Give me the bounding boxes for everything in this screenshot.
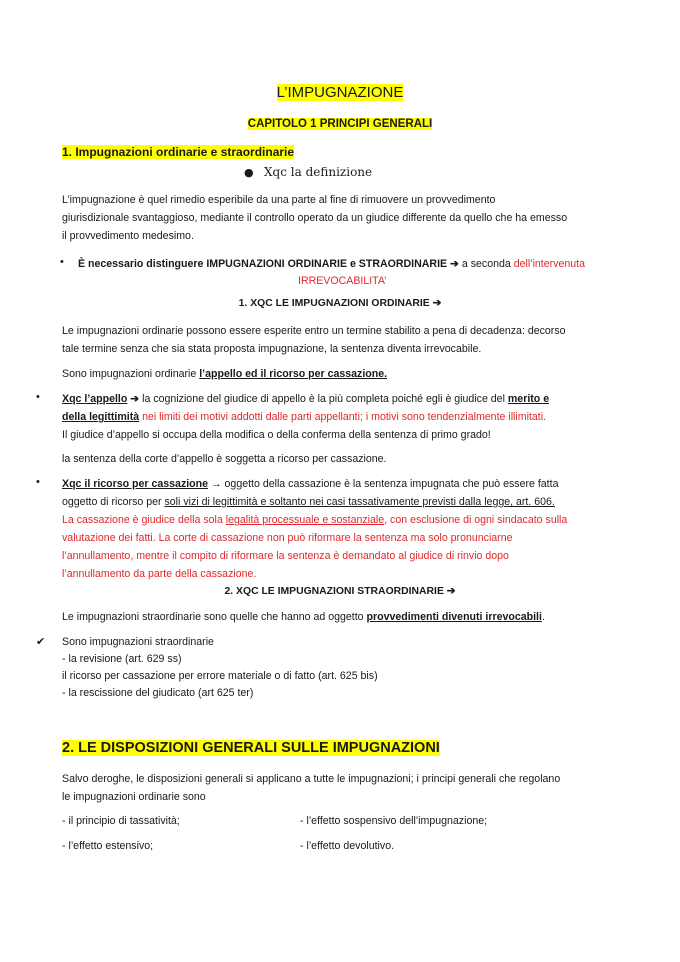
bullet-icon: ●: [244, 166, 254, 179]
principle-1: - il principio di tassatività;: [62, 815, 180, 827]
bullet-icon: •: [60, 256, 64, 268]
principle-3: - l’effetto estensivo;: [62, 840, 154, 852]
definition-paragraph: L’impugnazione è quel rimedio esperibile da una parte al fine di rimuovere un provvedimento giurisdizionale svantaggioso, mediante il controllo operato da un giudice differente da quello che ha emesso il provvedimento medesimo.: [62, 194, 568, 242]
arrow-right-icon: ➔: [432, 298, 442, 309]
bullet-icon: •: [36, 476, 40, 488]
straordinarie-paragraph: Le impugnazioni straordinarie sono quelle che hanno ad oggetto provvedimenti divenuti irrevocabili.: [62, 611, 545, 623]
definition-heading: ● Xqc la definizione: [244, 165, 373, 179]
general-paragraph: Salvo deroghe, le disposizioni generali si applicano a tutte le impugnazioni; i principi generali che regolano le impugnazioni ordinarie sono: [62, 773, 561, 803]
appello-note: la sentenza della corte d’appello è soggetta a ricorso per cassazione.: [62, 453, 387, 465]
subsection-heading-straordinarie: 2. XQC LE IMPUGNAZIONI STRAORDINARIE ➔: [224, 586, 456, 597]
ordinarie-paragraph: Le impugnazioni ordinarie possono essere esperite entro un termine stabilito a pena di decadenza: decorso tale termine senza che sia stata proposta impugnazione, la sentenza diventa irrevocabile.: [62, 325, 566, 355]
section-heading-2: 2. LE DISPOSIZIONI GENERALI SULLE IMPUGNAZIONI: [62, 740, 440, 756]
arrow-right-icon: ➔: [450, 258, 459, 270]
appello-paragraph: Xqc l’appello ➔ la cognizione del giudice di appello è la più completa poiché egli è giudice del merito e della legittimità nei limiti dei motivi addotti dalle parti appellanti; i motivi sono tendenzialmente illimitati. Il giudice d’appello si occupa della modifica o della conferma della sentenza di primo grado!: [62, 393, 550, 441]
cassazione-paragraph: Xqc il ricorso per cassazione → oggetto della cassazione è la sentenza impugnata che può essere fatta oggetto di ricorso per soli vizi di legittimità e soltanto nei casi tassativamente previsti dalla legge, art. 606. La cassazione è giudice della sola legalità processuale e sostanziale, con esclusione di ogni sindacato sulla valutazione dei fatti. La corte di cassazione non può riformare la sentenza ma solo pronunciarne l’annullamento, mentre il compito di riformare la sentenza è demandato al giudice di rinvio dopo l’annullamento da parte della cassazione.: [62, 478, 568, 580]
bullet-icon: •: [36, 391, 40, 403]
section-heading-1: 1. Impugnazioni ordinarie e straordinarie: [62, 145, 295, 159]
document-title: L’IMPUGNAZIONE: [276, 84, 404, 101]
checkmark-icon: ✔: [36, 636, 46, 648]
arrow-right-icon: →: [210, 478, 222, 490]
principle-4: - l’effetto devolutivo.: [300, 840, 395, 852]
straordinarie-list: Sono impugnazioni straordinarie - la revisione (art. 629 ss) il ricorso per cassazione per errore materiale o di fatto (art. 625 bis) - la rescissione del giudicato (art 625 ter): [62, 636, 378, 699]
subsection-heading-ordinarie: 1. XQC LE IMPUGNAZIONI ORDINARIE ➔: [238, 298, 442, 309]
arrow-right-icon: ➔: [130, 393, 140, 405]
distinguish-paragraph: È necessario distinguere IMPUGNAZIONI ORDINARIE e STRAORDINARIE ➔ a seconda dell’intervenuta IRREVOCABILITA’: [78, 258, 585, 287]
arrow-right-icon: ➔: [446, 586, 456, 597]
chapter-subtitle: CAPITOLO 1 PRINCIPI GENERALI: [247, 118, 433, 130]
principle-2: - l’effetto sospensivo dell’impugnazione;: [300, 815, 488, 827]
ordinarie-list-line: Sono impugnazioni ordinarie l’appello ed il ricorso per cassazione.: [62, 368, 388, 380]
